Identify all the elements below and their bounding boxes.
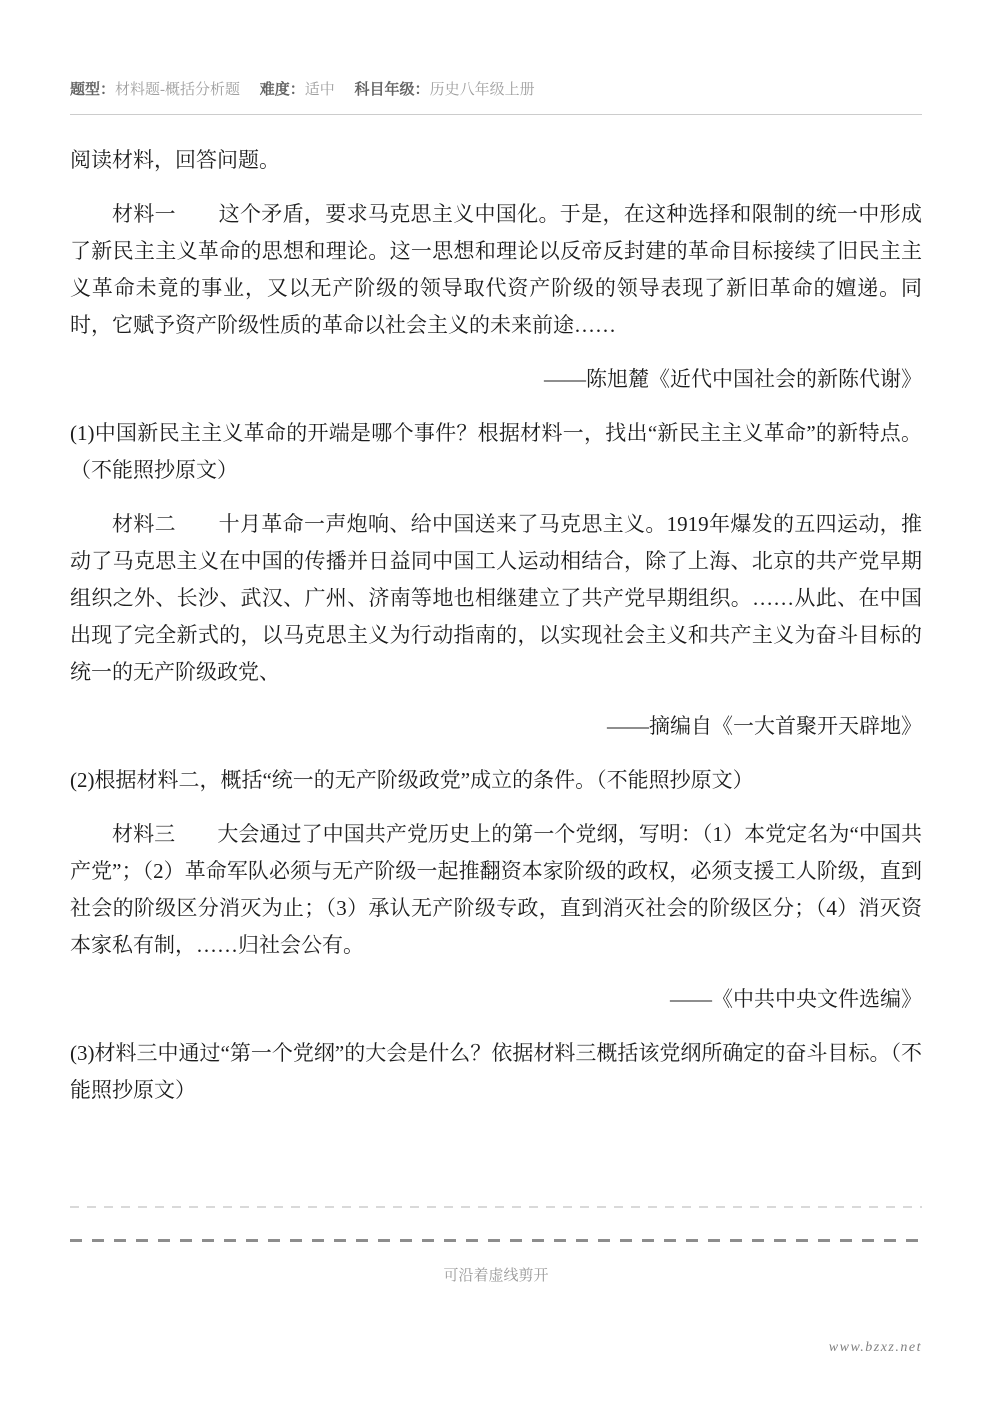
question-3-text: (3)材料三中通过“第一个党纲”的大会是什么？依据材料三概括该党纲所确定的奋斗目标。（不能照抄原文） — [70, 1041, 922, 1102]
question-2-text: (2)根据材料二，概括“统一的无产阶级政党”成立的条件。（不能照抄原文） — [70, 768, 754, 792]
question-type-label: 题型： — [70, 82, 116, 98]
cut-hint-text: 可沿着虚线剪开 — [443, 1268, 549, 1284]
material-3-paragraph: 材料三 大会通过了中国共产党历史上的第一个党纲，写明：（1）本党定名为“中国共产党”；（2）革命军队必须与无产阶级一起推翻资本家阶级的政权，必须支援工人阶级，直到社会的阶级区分消灭为止；（3）承认无产阶级专政，直到消灭社会的阶级区分；（4）消灭资本家私有制，……归社会公有。 — [70, 822, 922, 957]
material-3-source: ——《中共中央文件选编》 — [670, 987, 922, 1011]
cut-line-light — [70, 1206, 922, 1208]
question-1-text: (1)中国新民主主义革命的开端是哪个事件？根据材料一，找出“新民主主义革命”的新特点。（不能照抄原文） — [70, 421, 922, 482]
difficulty-label: 难度： — [259, 82, 305, 98]
subject-grade-label: 科目年级： — [354, 82, 430, 98]
difficulty-value: 适中 — [304, 82, 335, 98]
material-2-paragraph: 材料二 十月革命一声炮响、给中国送来了马克思主义。1919年爆发的五四运动，推动了马克思主义在中国的传播并日益同中国工人运动相结合，除了上海、北京的共产党早期组织之外、长沙、武汉、广州、济南等地也相继建立了共产党早期组织。……从此、在中国出现了完全新式的，以马克思主义为行动指南的，以实现社会主义和共产主义为奋斗目标的统一的无产阶级政党、 — [70, 512, 922, 684]
subject-grade-value: 历史八年级上册 — [429, 82, 535, 98]
question-meta-bar — [70, 80, 922, 100]
header-divider — [70, 114, 922, 115]
question-body — [70, 142, 922, 1126]
question-type-value: 材料题-概括分析题 — [115, 82, 241, 98]
cut-line-dark — [70, 1239, 922, 1242]
material-1-source: ——陈旭麓《近代中国社会的新陈代谢》 — [544, 367, 922, 391]
material-2-source: ——摘编自《一大首聚开天辟地》 — [607, 714, 922, 738]
material-1-paragraph: 材料一 这个矛盾，要求马克思主义中国化。于是，在这种选择和限制的统一中形成了新民主主义革命的思想和理论。这一思想和理论以反帝反封建的革命目标接续了旧民主主义革命未竟的事业，又以无产阶级的领导取代资产阶级的领导表现了新旧革命的嬗递。同时，它赋予资产阶级性质的革命以社会主义的未来前途…… — [70, 202, 922, 337]
site-watermark: www.bzxz.net — [828, 1340, 922, 1355]
intro-text: 阅读材料，回答问题。 — [70, 148, 280, 172]
